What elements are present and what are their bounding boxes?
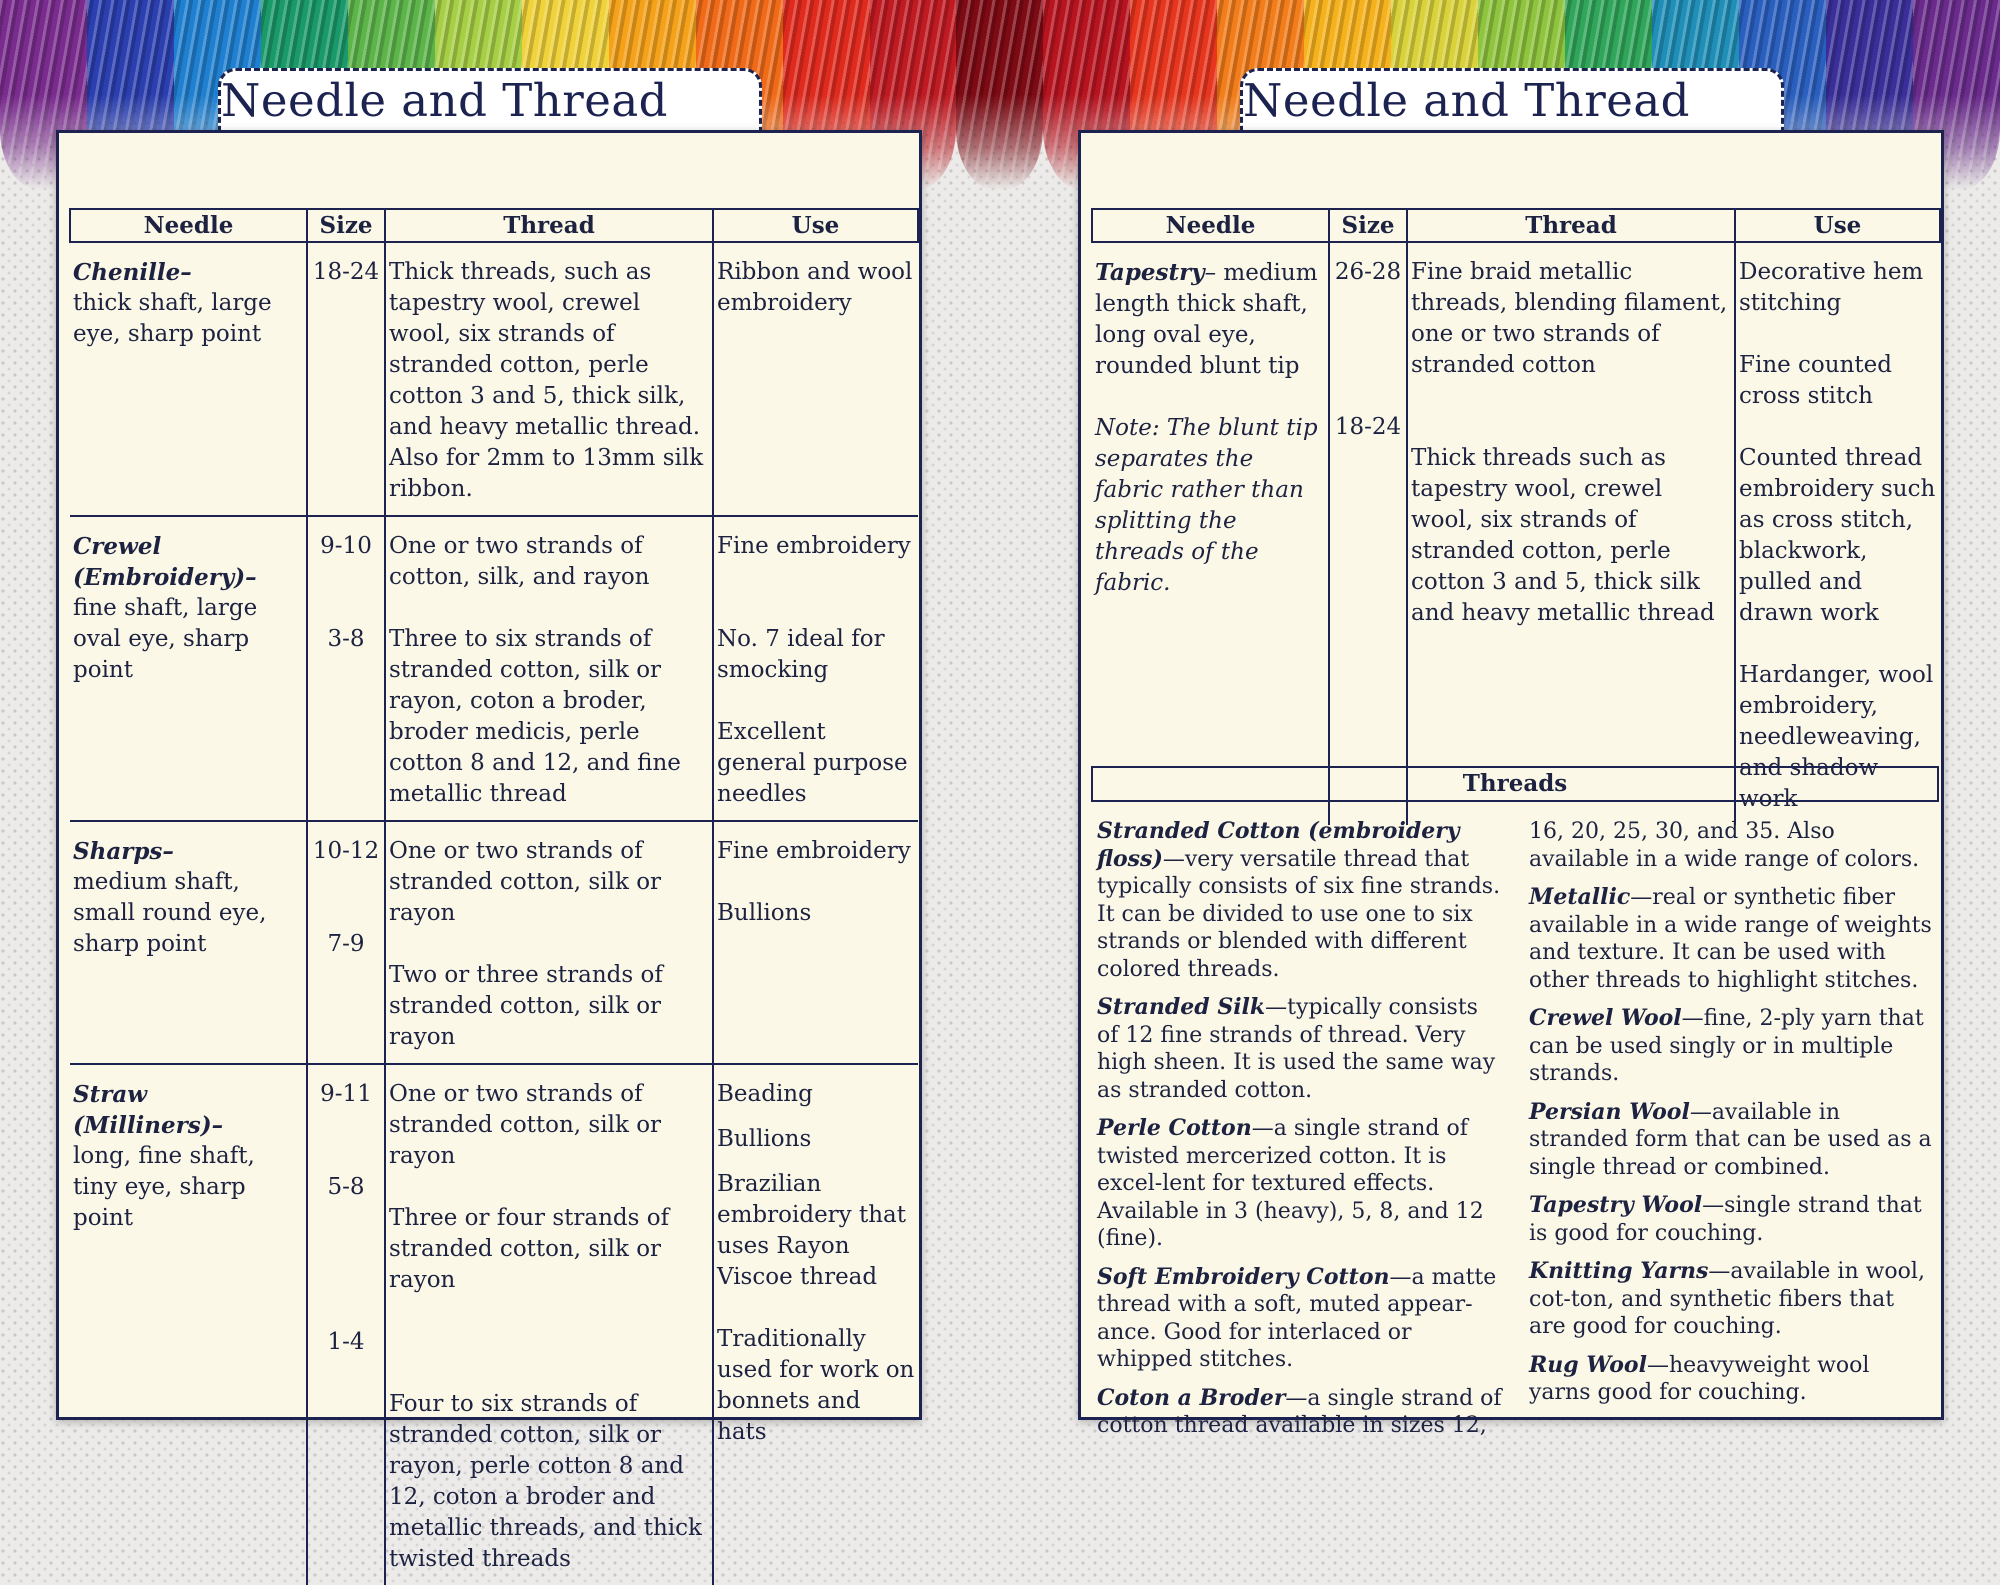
thread-type-entry [1097,994,1503,1104]
size-value: 3-8 [327,626,365,652]
thread-value: Two or three strands of stranded cotton, silk or rayon [389,962,663,1050]
size-value: 1-4 [327,1329,365,1355]
needle-cell [70,242,307,516]
use-value: No. 7 ideal for smocking [717,626,885,683]
needle-name: Chenille– [73,259,192,286]
needle-cell [70,1064,307,1585]
size-cell [1329,242,1407,825]
table-row-chenille [70,242,918,516]
needle-name: Tapestry [1095,259,1205,286]
header-thread: Thread [1407,209,1735,242]
needle-cell [70,516,307,821]
thread-type-entry [1097,818,1503,983]
size-cell [307,1064,385,1585]
needle-name: Sharps– [73,838,174,865]
header-size: Size [1329,209,1407,242]
thread-types-list [1097,818,1935,1440]
thread-type-entry [1529,1192,1935,1247]
use-value: Bullions [717,1126,812,1152]
use-value: Brazilian embroidery that uses Rayon Viscoe thread [717,1171,906,1290]
thread-type-name: Tapestry Wool [1529,1192,1703,1218]
thread-type-name: Stranded Cotton (embroidery floss) [1097,818,1460,872]
thread-value: Three to six strands of stranded cotton, silk or rayon, coton a broder, broder medicis, perle cotton 8 and 12, and fine metallic thread [389,626,681,807]
left-page-title: Needle and Thread [218,68,762,186]
size-value: 9-11 [320,1081,372,1107]
thread-type-name: Coton a Broder [1097,1384,1286,1411]
table-header-row [1092,209,1940,242]
use-cell [713,242,918,516]
thread-value: Four to six strands of stranded cotton, silk or rayon, perle cotton 8 and 12, coton a broder and metallic threads, and thick twisted threads [389,1391,702,1572]
needle-table-left [69,208,919,1585]
thread-type-name: Knitting Yarns [1529,1258,1709,1284]
thread-type-text: —fine, 2-ply yarn that can be used singly or in multiple strands. [1529,1006,1924,1086]
needle-desc: – medium length thick shaft, long oval eye, rounded blunt tip [1095,260,1318,379]
thread-value: Three or four strands of stranded cotton, silk or rayon [389,1205,670,1293]
thread-type-entry [1529,1005,1935,1088]
table-header-row [70,209,918,242]
needle-desc: medium shaft, small round eye, sharp point [73,869,267,957]
thread-cell [1407,242,1735,825]
size-value: 7-9 [327,931,365,957]
thread-type-name: Soft Embroidery Cotton [1097,1263,1390,1290]
table-row-tapestry [1092,242,1940,825]
table-row-straw [70,1064,918,1585]
needle-note: Note: The blunt tip separates the fabric rather than splitting the threads of the fabric. [1095,415,1318,596]
thread-type-text: —very versatile thread that typically consists of six fine strands. It can be divided to use one to six strands or blended with different colored threads. [1097,846,1501,982]
use-value: Traditionally used for work on bonnets and hats [717,1326,915,1445]
thread-cell [385,1064,713,1585]
thread-type-text: —typically consists of 12 fine strands of thread. Very high sheen. It is used the same way as stranded cotton. [1097,995,1496,1103]
thread-type-text: —real or synthetic fiber available in a wide range of weights and texture. It can be used with other threads to highlight stitches. [1529,885,1932,993]
thread-type-name: Persian Wool [1529,1098,1690,1125]
thread-type-name: Crewel Wool [1529,1005,1682,1031]
thread-type-entry [1529,884,1935,994]
needle-name: Crewel (Embroidery)– [73,533,257,591]
thread-hank [956,0,1043,190]
needle-table-right [1091,208,1941,825]
table-row-crewel [70,516,918,821]
thread-type-text: —a single strand of twisted mercerized cotton. It is excel-lent for textured effects. Available in 3 (heavy), 5, 8, and 12 (fine). [1097,1116,1484,1251]
use-value: Ribbon and wool embroidery [717,259,913,316]
use-cell [713,516,918,821]
thread-type-text: —a single strand of cotton thread available in sizes 12, 16, 20, 25, 30, and 35. Also available in a wide range of colors. [1097,819,1920,1438]
needle-cell [1092,242,1329,825]
needle-cell [70,821,307,1064]
use-cell [1735,242,1940,825]
use-value: Fine counted cross stitch [1739,352,1892,409]
thread-cell [385,516,713,821]
thread-type-text: —a matte thread with a soft, muted appear-ance. Good for interlaced or whipped stitches. [1097,1264,1497,1372]
use-value: Fine embroidery [717,533,911,559]
header-size: Size [307,209,385,242]
thread-type-entry [1529,1352,1935,1407]
use-value: Bullions [717,900,812,926]
size-cell [307,516,385,821]
use-value: Counted thread embroidery such as cross stitch, blackwork, pulled and drawn work [1739,445,1936,626]
header-use: Use [713,209,918,242]
use-cell [713,821,918,1064]
thread-type-entry [1529,1258,1935,1341]
thread-type-name: Stranded Silk [1097,994,1266,1020]
thread-type-entry [1097,1264,1503,1374]
use-cell [713,1064,918,1585]
right-page-title: Needle and Thread [1240,68,1784,186]
use-value: Excellent general purpose needles [717,719,908,807]
thread-value: One or two strands of cotton, silk, and rayon [389,533,650,590]
header-use: Use [1735,209,1940,242]
thread-type-text: —available in stranded form that can be used as a single thread or combined. [1529,1099,1932,1180]
thread-type-text: —heavyweight wool yarns good for couching. [1529,1352,1870,1405]
needle-desc: long, fine shaft, tiny eye, sharp point [73,1143,255,1231]
size-value: 9-10 [320,533,372,559]
size-value: 18-24 [312,259,380,285]
thread-type-name: Perle Cotton [1097,1115,1252,1141]
thread-type-name: Rug Wool [1529,1351,1647,1378]
thread-type-entry [1097,1115,1503,1253]
size-value: 26-28 [1334,259,1402,285]
needle-desc: thick shaft, large eye, sharp point [73,290,272,347]
thread-value: Thick threads such as tapestry wool, crewel wool, six strands of stranded cotton, perle cotton 3 and 5, thick silk and heavy metallic thread [1411,445,1715,626]
header-needle: Needle [70,209,307,242]
use-value: Decorative hem stitching [1739,259,1924,316]
use-value: Hardanger, wool embroidery, needleweaving, and shadow work [1739,662,1934,812]
thread-cell [385,242,713,516]
size-cell [307,821,385,1064]
thread-type-text: —single strand that is good for couching. [1529,1193,1922,1246]
thread-type-text: —available in wool, cot-ton, and synthetic fibers that are good for couching. [1529,1259,1925,1339]
thread-type-name: Metallic [1529,884,1631,910]
size-value: 10-12 [312,838,380,864]
size-cell [307,242,385,516]
threads-section-header: Threads [1091,766,1939,802]
thread-value: One or two strands of stranded cotton, silk or rayon [389,838,662,926]
use-value: Fine embroidery [717,838,911,864]
right-page-panel [1078,130,1944,1438]
thread-value: Thick threads, such as tapestry wool, crewel wool, six strands of stranded cotton, perle cotton 3 and 5, thick silk, and heavy metallic thread. Also for 2mm to 13mm silk ribbon. [389,259,704,502]
thread-value: Fine braid metallic threads, blending filament, one or two strands of stranded cotton [1411,259,1728,378]
thread-value: One or two strands of stranded cotton, silk or rayon [389,1081,662,1169]
left-page-panel [56,130,922,1572]
size-value: 18-24 [1334,414,1402,440]
header-needle: Needle [1092,209,1329,242]
use-value: Beading [717,1081,813,1107]
needle-name: Straw (Milliners)– [73,1081,224,1139]
needle-desc: fine shaft, large oval eye, sharp point [73,595,258,683]
header-thread: Thread [385,209,713,242]
thread-type-entry [1529,1099,1935,1182]
table-row-sharps [70,821,918,1064]
size-value: 5-8 [327,1174,365,1200]
thread-cell [385,821,713,1064]
